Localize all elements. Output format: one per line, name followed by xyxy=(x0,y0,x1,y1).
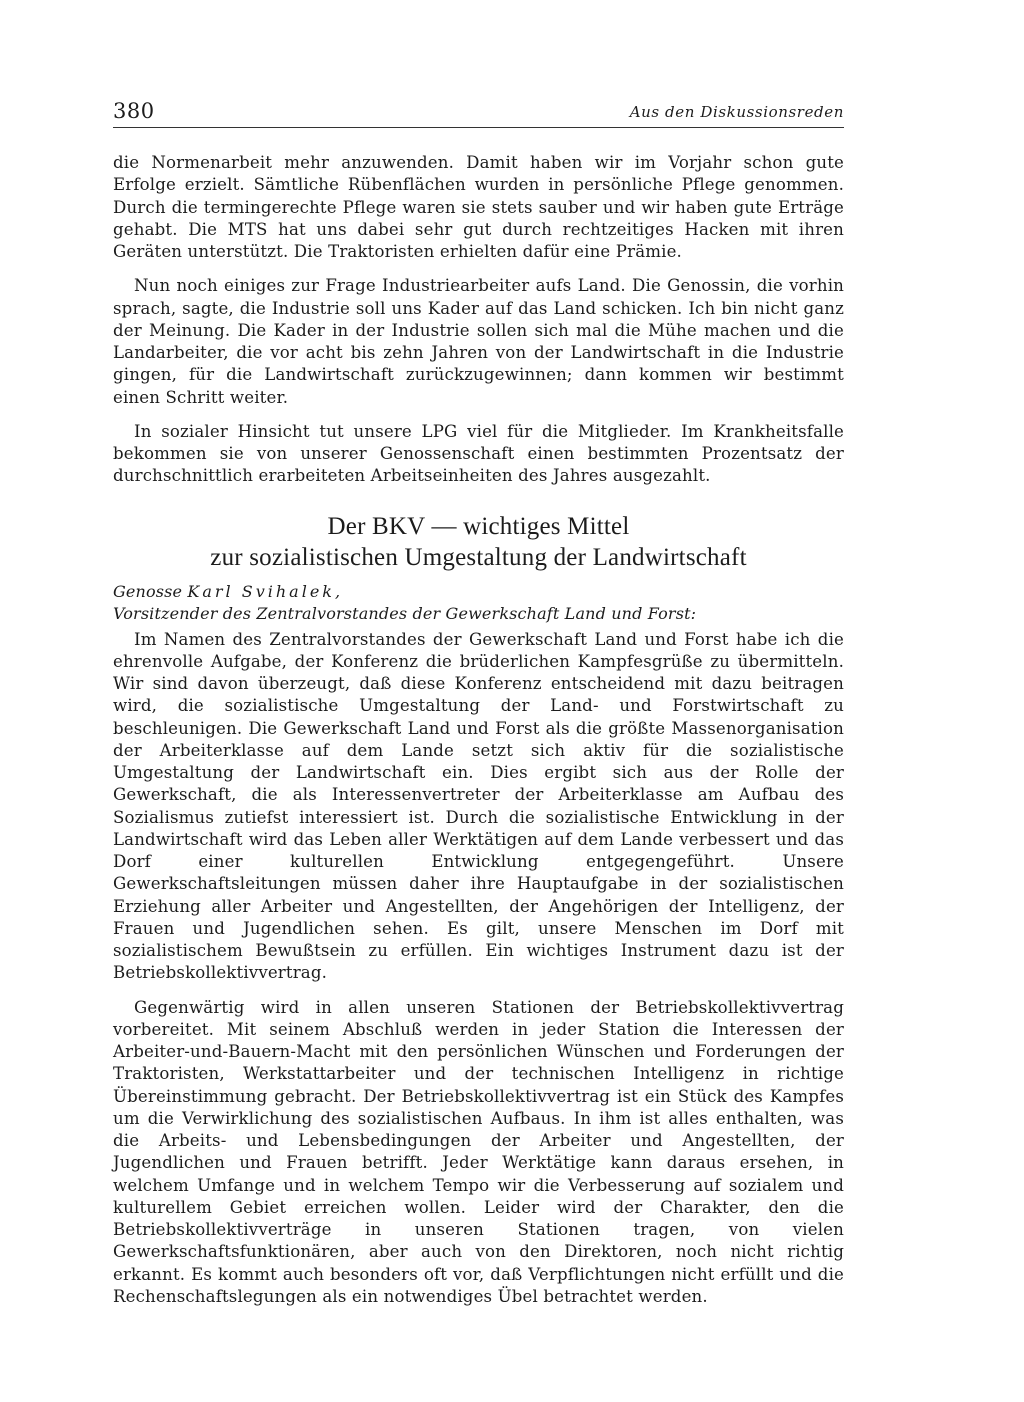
paragraph: die Normenarbeit mehr anzuwenden. Damit haben wir im Vorjahr schon gute Erfolge erzielt. Sämtliche Rübenflächen wurden in persönliche Pflege genommen. Durch die termingerechte Pflege waren sie stets sauber und wir haben gute Erträge gehabt. Die MTS hat uns dabei sehr gut durch rechtzeitiges Hacken mit ihren Geräten unterstützt. Die Traktoristen erhielten dafür eine Prämie. xyxy=(113,153,844,261)
page-number: 380 xyxy=(113,99,155,123)
speaker-block xyxy=(113,581,844,625)
section-heading xyxy=(113,511,844,573)
speaker-role: Vorsitzender des Zentralvorstandes der Gewerkschaft Land und Forst: xyxy=(113,603,697,623)
header-rule xyxy=(113,127,844,128)
section-title-line: zur sozialistischen Umgestaltung der Landwirtschaft xyxy=(210,543,747,571)
paragraph: Nun noch einiges zur Frage Industriearbeiter aufs Land. Die Genossin, die vorhin sprach, sagte, die Industrie soll uns Kader auf das Land schicken. Ich bin nicht ganz der Meinung. Die Kader in der Industrie sollen sich mal die Mühe machen und die Landarbeiter, die vor acht bis zehn Jahren von der Landwirtschaft in die Industrie gingen, für die Landwirtschaft zurückzugewinnen; dann kommen wir bestimmt einen Schritt weiter. xyxy=(113,276,844,407)
section-title-line: Der BKV — wichtiges Mittel xyxy=(327,512,630,540)
body-text xyxy=(113,152,844,1320)
paragraph: Gegenwärtig wird in allen unseren Stationen der Betriebskollektivvertrag vorbereitet. Mit seinem Abschluß werden in jeder Station die Interessen der Arbeiter-und-Bauern-Macht mit den persönlichen Wünschen und Forderungen der Traktoristen, Werkstattarbeiter und der technischen Intelligenz in richtige Übereinstimmung gebracht. Der Betriebskollektivvertrag ist ein Stück des Kampfes um die Verwirklichung des sozialistischen Aufbaus. In ihm ist alles enthalten, was die Arbeits- und Lebensbedingungen der Arbeiter und Angestellten, der Jugendlichen und Frauen betrifft. Jeder Werktätige kann daraus ersehen, in welchem Umfange und in welchem Tempo wir die Verbesserung auf sozialem und kulturellem Gebiet erreichen wollen. Leider wird der Charakter, den die Betriebskollektivverträge in unseren Stationen tragen, von vielen Gewerkschaftsfunktionären, aber auch von den Direktoren, noch nicht richtig erkannt. Es kommt auch besonders oft vor, daß Verpflichtungen nicht erfüllt und die Rechenschaftslegungen als ein notwendiges Übel betrachtet werden. xyxy=(113,997,844,1306)
paragraph: In sozialer Hinsicht tut unsere LPG viel für die Mitglieder. Im Krankheitsfalle bekommen sie von unserer Genossenschaft einen bestimmten Prozentsatz der durchschnittlich erarbeiteten Arbeitseinheiten des Jahres ausgezahlt. xyxy=(113,421,844,486)
speaker-name: Karl Svihalek, xyxy=(187,581,344,601)
speaker-line xyxy=(113,581,844,603)
speaker-prefix: Genosse xyxy=(113,581,183,601)
running-title: Aus den Diskussionsreden xyxy=(629,103,844,121)
paragraph: Im Namen des Zentralvorstandes der Gewerkschaft Land und Forst habe ich die ehrenvolle Aufgabe, der Konferenz die brüderlichen Kampfesgrüße zu übermitteln. Wir sind davon überzeugt, daß diese Konferenz entscheidend mit dazu beitragen wird, die sozialistische Umgestaltung der Land- und Forstwirtschaft zu beschleunigen. Die Gewerkschaft Land und Forst als die größte Massenorganisation der Arbeiterklasse auf dem Lande setzt sich aktiv für die sozialistische Umgestaltung der Landwirtschaft ein. Dies ergibt sich aus der Rolle der Gewerkschaft, die als Interessenvertreter der Arbeiterklasse am Aufbau des Sozialismus zutiefst interessiert ist. Durch die sozialistische Entwicklung in der Landwirtschaft wird das Leben aller Werktätigen auf dem Lande verbessert und das Dorf einer kulturellen Entwicklung entgegengeführt. Unsere Gewerkschaftsleitungen müssen daher ihre Hauptaufgabe in der sozialistischen Erziehung aller Arbeiter und Angestellten, der Angehörigen der Intelligenz, der Frauen und Jugendlichen sehen. Es gilt, unsere Menschen im Dorf mit sozialistischem Bewußtsein zu erfüllen. Ein wichtiges Instrument dazu ist der Betriebskollektivvertrag. xyxy=(113,629,844,983)
